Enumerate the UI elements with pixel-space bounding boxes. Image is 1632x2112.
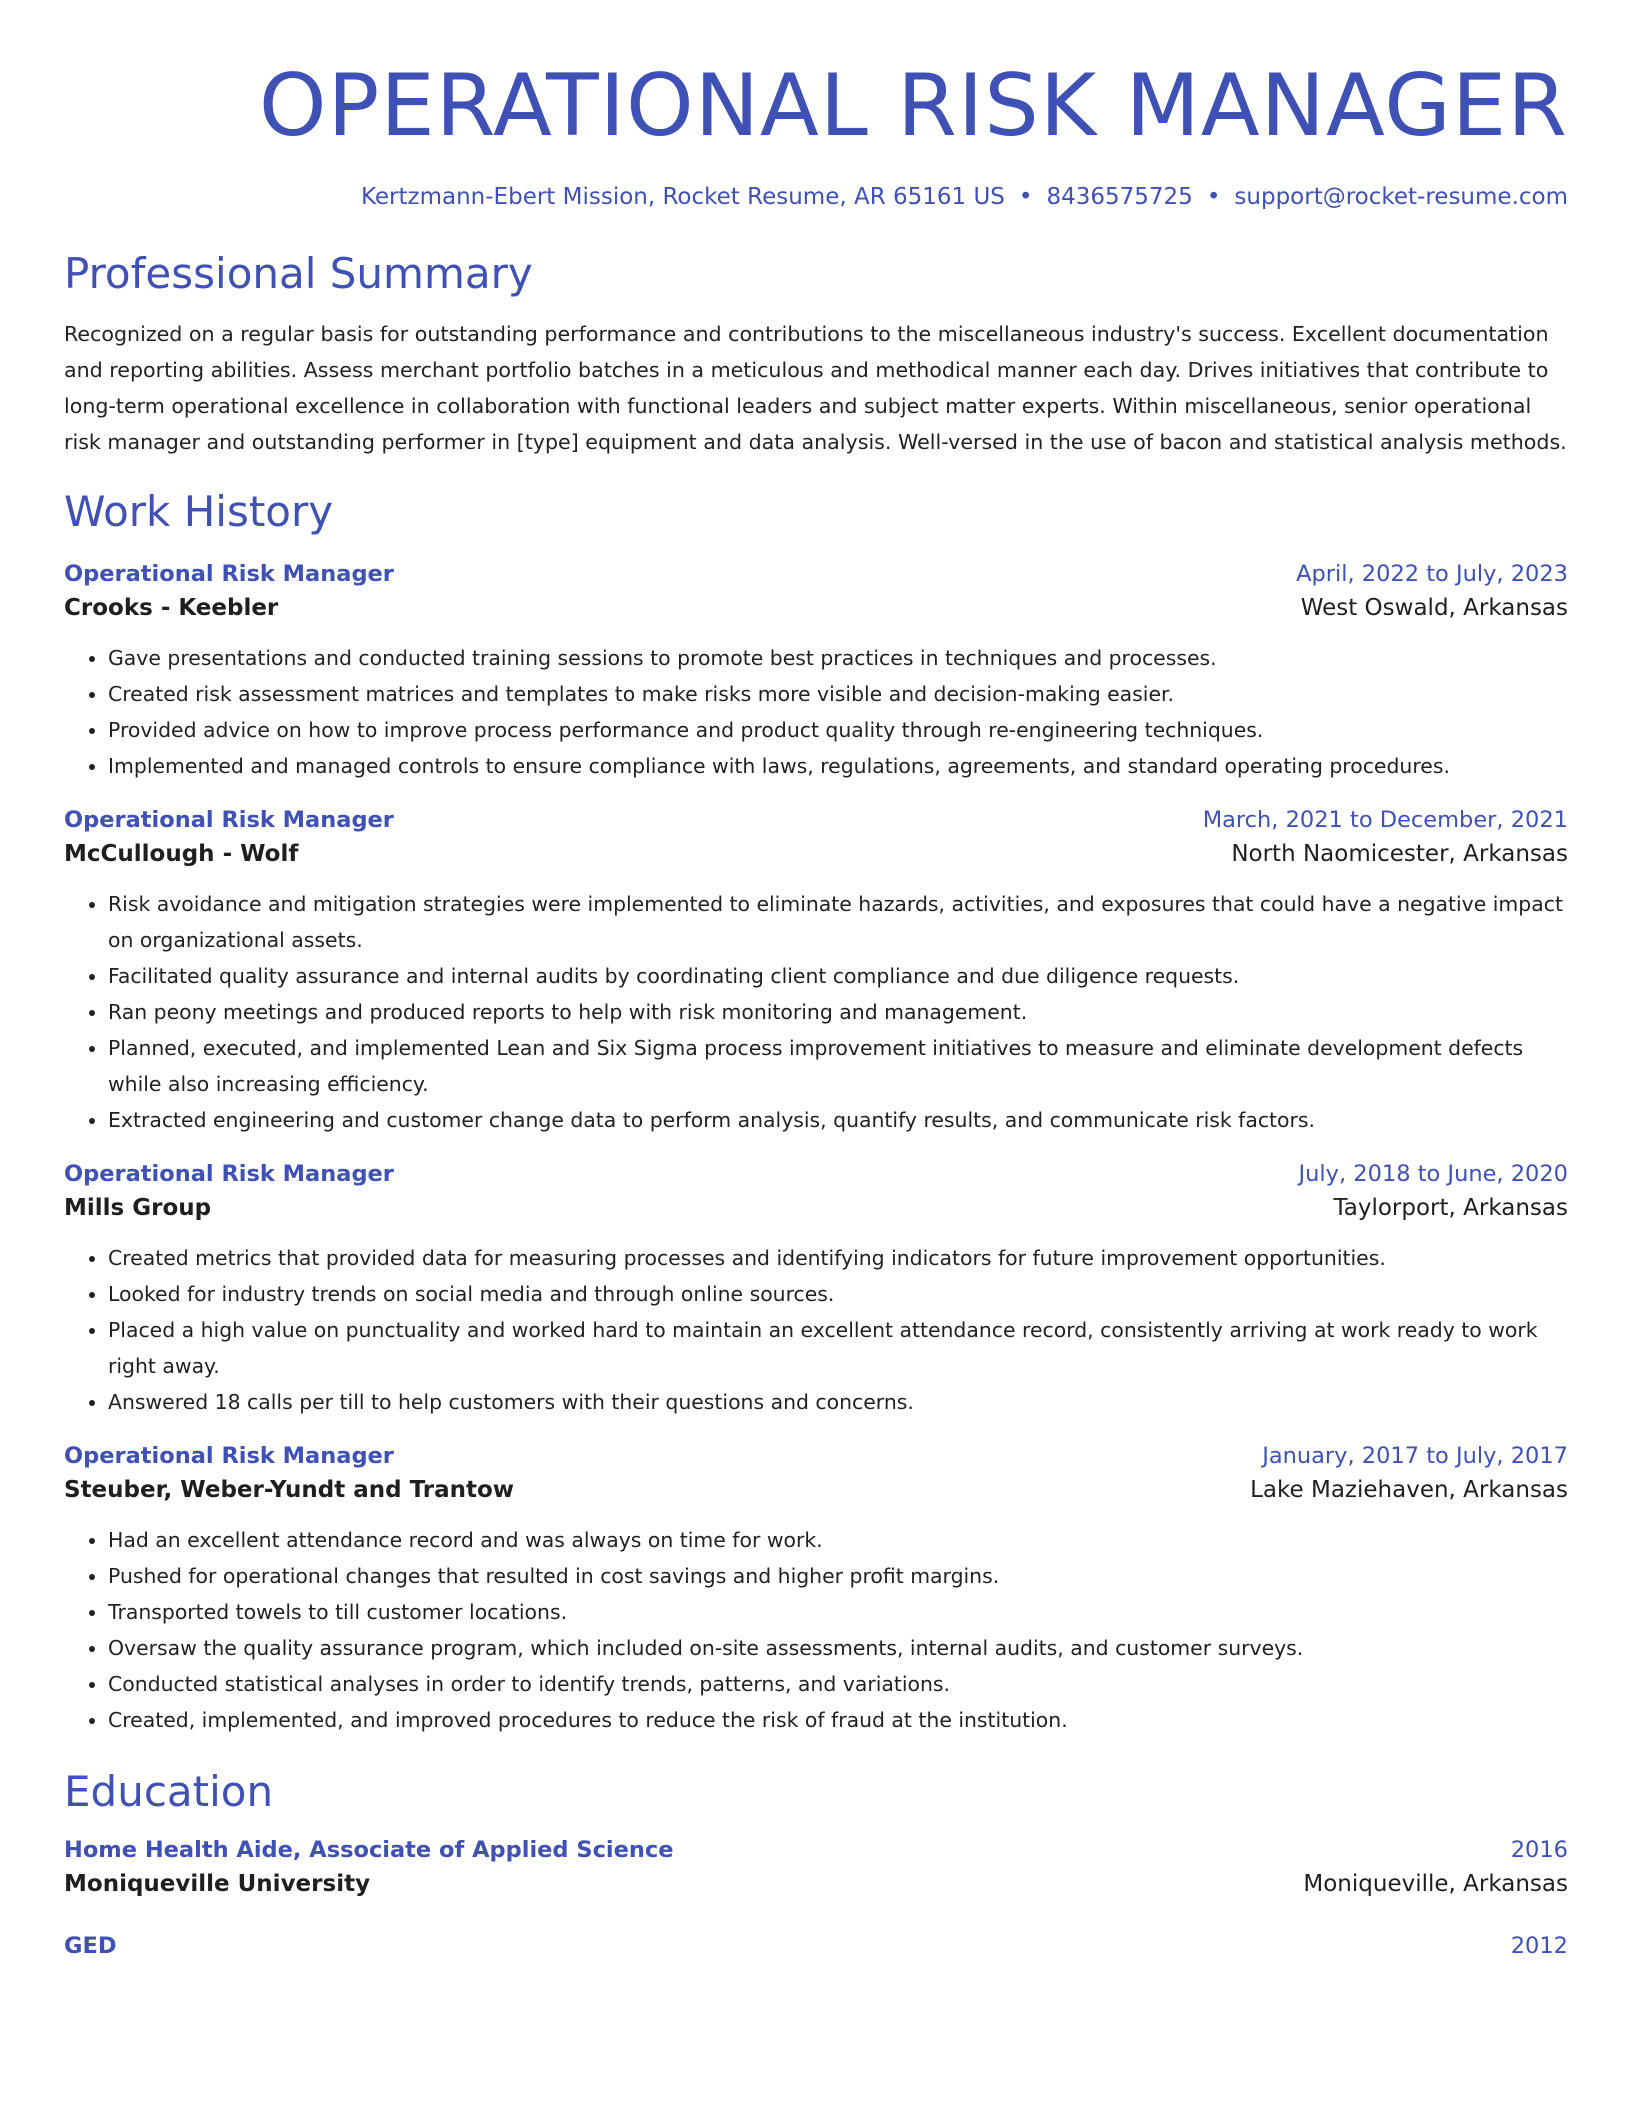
contact-separator: •: [1018, 184, 1033, 210]
contact-line: [64, 182, 1568, 212]
contact-address: Kertzmann-Ebert Mission, Rocket Resume, AR 65161 US: [360, 184, 1005, 210]
company-name: Crooks - Keebler: [64, 595, 279, 621]
job-title: Operational Risk Manager: [64, 561, 394, 587]
job-title: Operational Risk Manager: [64, 1443, 394, 1469]
job-bullet: • Planned, executed, and implemented Lean and Six Sigma process improvement initiatives to measure and eliminate development defects while also increasing efficiency.: [108, 1030, 1568, 1102]
job-bullets: [64, 1522, 1568, 1738]
degree-title: GED: [64, 1933, 117, 1959]
summary-heading: Professional Summary: [64, 249, 533, 298]
job-title: Operational Risk Manager: [64, 1161, 394, 1187]
job-location: Taylorport, Arkansas: [1333, 1195, 1568, 1221]
contact-phone[interactable]: 8436575725: [1046, 184, 1193, 210]
education-heading: Education: [64, 1767, 274, 1816]
education-entry: [64, 1930, 1568, 1962]
job-bullet: • Transported towels to till customer locations.: [108, 1594, 1568, 1630]
job-bullet: • Had an excellent attendance record and was always on time for work.: [108, 1522, 1568, 1558]
resume-name: OPERATIONAL RISK MANAGER: [258, 56, 1568, 156]
job-bullet: • Provided advice on how to improve process performance and product quality through re-engineering techniques.: [108, 712, 1568, 748]
job-bullets: [64, 640, 1568, 784]
summary-text: Recognized on a regular basis for outstanding performance and contributions to the miscellaneous industry's success. Excellent documentation and reporting abilities. Assess merchant portfolio batches in a meticulous and methodical manner each day. Drives initiatives that contribute to long-term operational excellence in collaboration with functional leaders and subject matter experts. Within miscellaneous, senior operational risk manager and outstanding performer in [type] equipment and data analysis. Well-versed in the use of bacon and statistical analysis methods.: [64, 322, 1567, 454]
job-location: North Naomicester, Arkansas: [1231, 841, 1568, 867]
job-bullet: • Created, implemented, and improved procedures to reduce the risk of fraud at the institution.: [108, 1702, 1568, 1738]
job-bullet: • Created metrics that provided data for measuring processes and identifying indicators for future improvement opportunities.: [108, 1240, 1568, 1276]
job-entry: [64, 1158, 1568, 1420]
contact-separator: •: [1206, 184, 1221, 210]
school-name: Moniqueville University: [64, 1871, 371, 1897]
degree-title: Home Health Aide, Associate of Applied Science: [64, 1837, 674, 1863]
company-name: McCullough - Wolf: [64, 841, 299, 867]
education-year: 2012: [1510, 1933, 1568, 1959]
job-bullet: • Looked for industry trends on social media and through online sources.: [108, 1276, 1568, 1312]
job-bullets: [64, 1240, 1568, 1420]
job-bullet: • Implemented and managed controls to ensure compliance with laws, regulations, agreements, and standard operating procedures.: [108, 748, 1568, 784]
education-entry: [64, 1834, 1568, 1902]
job-bullet: • Facilitated quality assurance and internal audits by coordinating client compliance and due diligence requests.: [108, 958, 1568, 994]
job-bullet: • Gave presentations and conducted training sessions to promote best practices in techniques and processes.: [108, 640, 1568, 676]
job-entry: [64, 804, 1568, 1138]
contact-email[interactable]: support@rocket-resume.com: [1234, 184, 1568, 210]
job-location: West Oswald, Arkansas: [1300, 595, 1568, 621]
job-dates: April, 2022 to July, 2023: [1296, 561, 1568, 587]
job-bullet: • Pushed for operational changes that resulted in cost savings and higher profit margins.: [108, 1558, 1568, 1594]
job-bullet: • Created risk assessment matrices and templates to make risks more visible and decision-making easier.: [108, 676, 1568, 712]
company-name: Mills Group: [64, 1195, 212, 1221]
job-bullets: [64, 886, 1568, 1138]
job-title: Operational Risk Manager: [64, 807, 394, 833]
job-bullet: • Conducted statistical analyses in order to identify trends, patterns, and variations.: [108, 1666, 1568, 1702]
job-bullet: • Placed a high value on punctuality and worked hard to maintain an excellent attendance record, consistently arriving at work ready to work right away.: [108, 1312, 1568, 1384]
job-bullet: • Oversaw the quality assurance program, which included on-site assessments, internal audits, and customer surveys.: [108, 1630, 1568, 1666]
education-year: 2016: [1510, 1837, 1568, 1863]
job-dates: March, 2021 to December, 2021: [1202, 807, 1568, 833]
company-name: Steuber, Weber-Yundt and Trantow: [64, 1477, 515, 1503]
job-location: Lake Maziehaven, Arkansas: [1250, 1477, 1568, 1503]
job-entry: [64, 1440, 1568, 1738]
job-bullet: • Risk avoidance and mitigation strategies were implemented to eliminate hazards, activities, and exposures that could have a negative impact on organizational assets.: [108, 886, 1568, 958]
job-dates: July, 2018 to June, 2020: [1298, 1161, 1568, 1187]
school-location: Moniqueville, Arkansas: [1303, 1871, 1568, 1897]
job-dates: January, 2017 to July, 2017: [1262, 1443, 1568, 1469]
job-bullet: • Ran peony meetings and produced reports to help with risk monitoring and management.: [108, 994, 1568, 1030]
job-bullet: • Extracted engineering and customer change data to perform analysis, quantify results, and communicate risk factors.: [108, 1102, 1568, 1138]
work-history-heading: Work History: [64, 487, 334, 536]
job-bullet: • Answered 18 calls per till to help customers with their questions and concerns.: [108, 1384, 1568, 1420]
job-entry: [64, 558, 1568, 784]
